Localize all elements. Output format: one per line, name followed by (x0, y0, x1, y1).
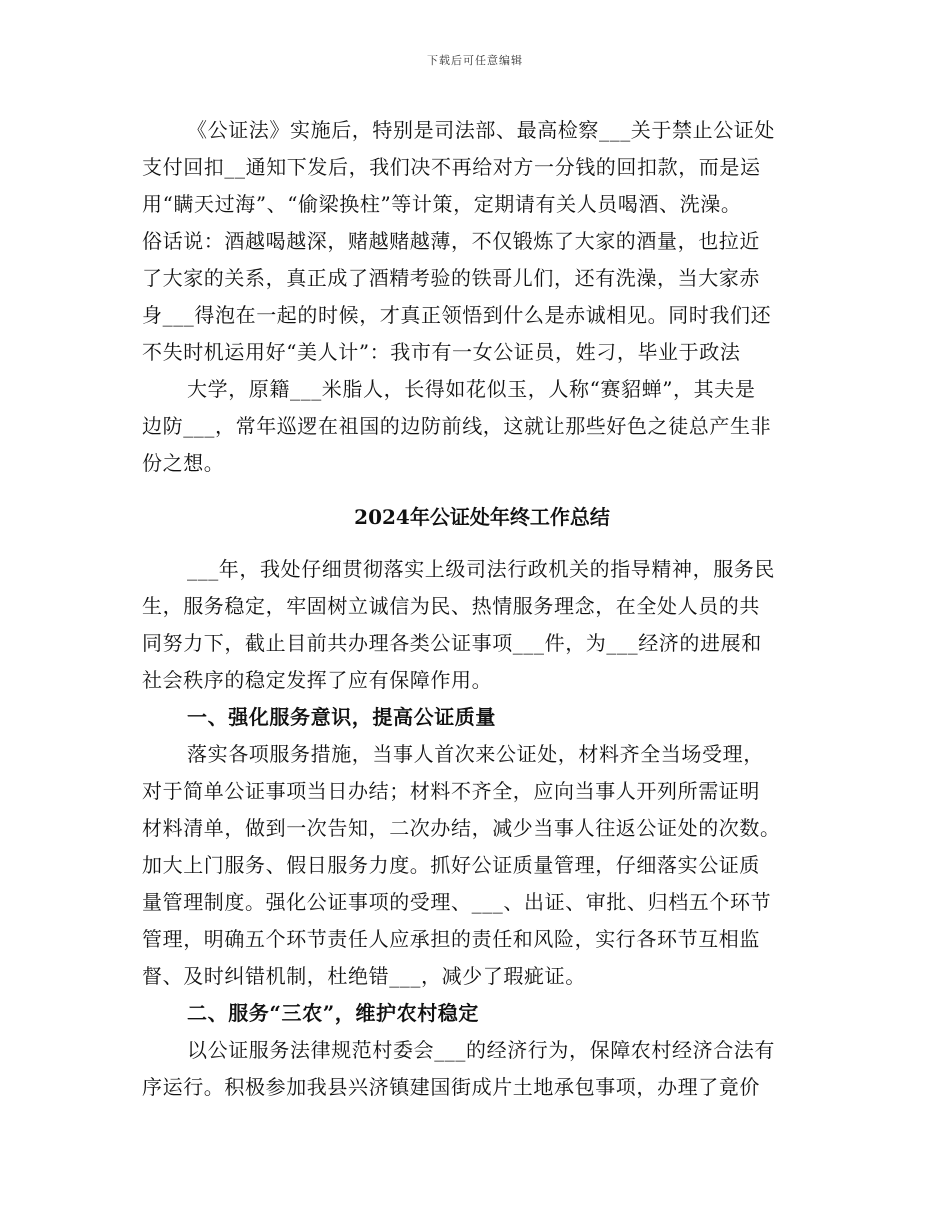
text-line: 不失时机运用好“美人计”：我市有一女公证员，姓刁，毕业于政法 (142, 340, 741, 364)
text-line: 管理，明确五个环节责任人应承担的责任和风险，实行各环节互相监 (142, 927, 760, 951)
text-line: 对于简单公证事项当日办结；材料不齐全，应向当事人开列所需证明 (142, 779, 760, 803)
text-line: 边防___，常年巡逻在祖国的边防前线，这就让那些好色之徒总产生非 (142, 414, 772, 438)
text-line: 材料清单，做到一次告知，二次办结，减少当事人往返公证处的次数。 (142, 816, 781, 840)
text-line: 督、及时纠错机制，杜绝错___，减少了瑕疵证。 (142, 964, 586, 988)
text-line: 俗话说：酒越喝越深，赌越赌越薄，不仅锻炼了大家的酒量，也拉近 (142, 229, 760, 253)
page-header: 下载后可任意编辑 (427, 54, 523, 67)
text-line: 序运行。积极参加我县兴济镇建国街成片土地承包事项，办理了竟价 (142, 1075, 760, 1099)
text-line: 以公证服务法律规范村委会___的经济行为，保障农村经济合法有 (187, 1038, 775, 1062)
text-line: 身___得泡在一起的时候，才真正领悟到什么是赤诚相见。同时我们还 (142, 303, 772, 327)
text-line: 落实各项服务措施，当事人首次来公证处，材料齐全当场受理， (187, 742, 764, 766)
section-heading: 二、服务“三农”，维护农村稳定 (187, 1001, 480, 1025)
document-body (142, 112, 822, 1106)
text-line: 用“瞒天过海”、“偷梁换柱”等计策，定期请有关人员喝酒、洗澡。 (142, 192, 742, 216)
text-line: ___年，我处仔细贯彻落实上级司法行政机关的指导精神，服务民 (187, 557, 775, 581)
text-line: 社会秩序的稳定发挥了应有保障作用。 (142, 668, 493, 692)
text-line: 支付回扣__通知下发后，我们决不再给对方一分钱的回扣款，而是运 (142, 155, 761, 179)
text-line: 《公证法》实施后，特别是司法部、最高检察___关于禁止公证处 (187, 118, 775, 142)
text-line: 大学，原籍___米脂人，长得如花似玉，人称“赛貂蝉”，其夫是 (187, 377, 756, 401)
text-line: 加大上门服务、假日服务力度。抓好公证质量管理，仔细落实公证质 (142, 853, 760, 877)
document-title: 2024年公证处年终工作总结 (354, 505, 610, 529)
text-line: 生，服务稳定，牢固树立诚信为民、热情服务理念，在全处人员的共 (142, 594, 760, 618)
section-heading: 一、强化服务意识，提高公证质量 (187, 705, 496, 729)
text-line: 同努力下，截止目前共办理各类公证事项___件，为___经济的进展和 (142, 631, 762, 655)
text-line: 量管理制度。强化公证事项的受理、___、出证、审批、归档五个环节 (142, 890, 772, 914)
text-line: 了大家的关系，真正成了酒精考验的铁哥儿们，还有洗澡，当大家赤 (142, 266, 760, 290)
text-line: 份之想。 (142, 451, 225, 475)
